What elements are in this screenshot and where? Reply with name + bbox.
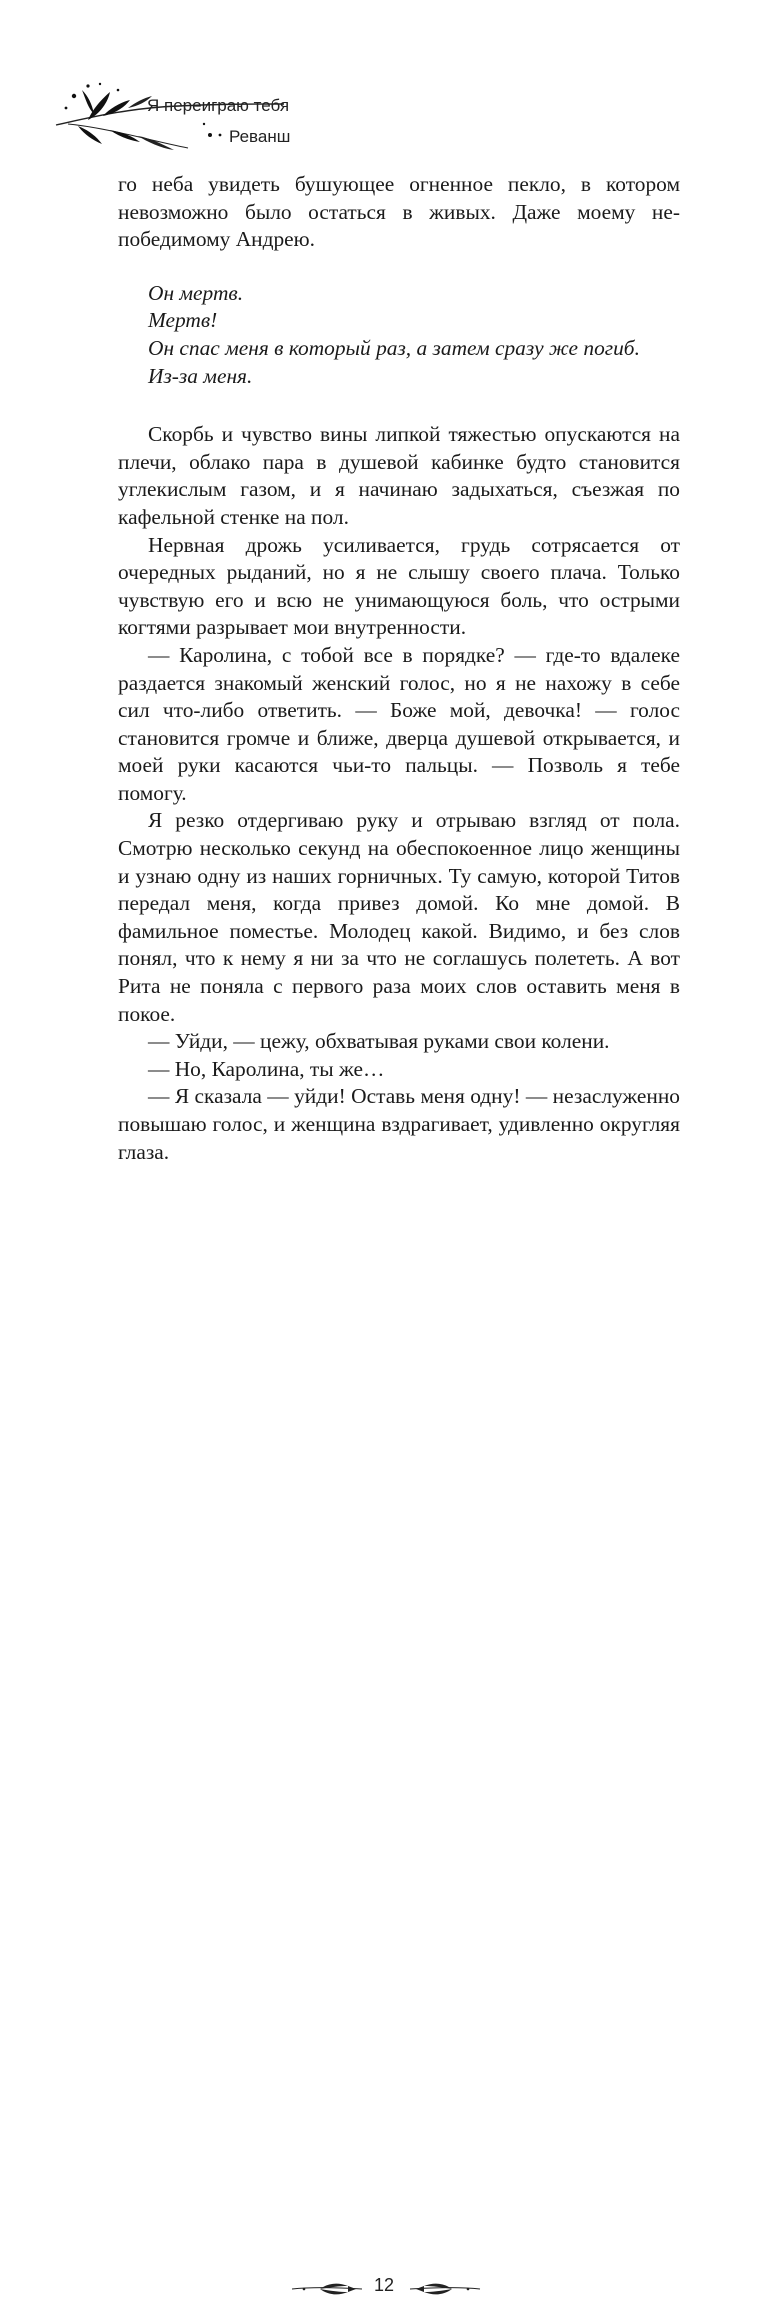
paragraph: Я резко отдергиваю руку и отрываю взгляд от пола. Смотрю несколько секунд на обеспокоенное лицо женщины и узнаю одну из наших горничных. Ту самую, которой Титов передал меня, когда привез домой. Ко мне домой. В фамильное поместье. Молодец какой. Видимо, и без слов понял, что к нему я ни за что не соглашусь полететь. А вот Рита не поняла с первого раза моих слов оставить меня в покое.: [118, 808, 680, 1026]
italic-thought-block: [148, 280, 680, 390]
book-title: Я переиграю тебя: [147, 96, 290, 115]
page-header: [0, 0, 768, 170]
italic-line: Он спас меня в который раз, а затем сразу же погиб.: [148, 335, 640, 360]
dialogue-paragraph: — Но, Каролина, ты же…: [148, 1056, 385, 1081]
paragraph: Скорбь и чувство вины липкой тяжестью опускаются на плечи, облако пара в душевой кабинке будто становится углекислым газом, и я начинаю задыхаться, съезжая по кафельной стенке на пол.: [118, 422, 680, 529]
dialogue-paragraph: — Я сказала — уйди! Оставь меня одну! — незаслуженно повышаю голос, и женщина вздрагивает, удивленно округляя глаза.: [118, 1084, 680, 1164]
flourish-right-icon: [408, 2278, 482, 2300]
page-footer: [0, 1138, 768, 2295]
dialogue-paragraph: — Уйди, — цежу, обхватывая руками свои колени.: [148, 1029, 610, 1054]
opening-paragraph: го неба увидеть бушующее огненное пекло, в котором невозможно было остаться в живых. Даже моему непобедимому Андрею.: [118, 172, 680, 252]
book-subtitle: Реванш: [229, 127, 291, 146]
paragraph: Нервная дрожь усиливается, грудь сотрясается от очередных рыданий, но я не слышу своего плача. Только чувствую его и всю не унимающуюся боль, что острыми когтями разрывает мои внутренности.: [118, 532, 680, 640]
page-number: 12: [373, 2275, 395, 2295]
italic-line: Мертв!: [148, 308, 218, 333]
flourish-left-icon: [290, 2278, 364, 2300]
leaf-branch-ornament-icon: [48, 78, 291, 168]
italic-line: Он мертв.: [148, 280, 244, 305]
dialogue-paragraph: — Каролина, с тобой все в порядке? — где-то вдалеке раздается знакомый женский голос, но я не нахожу в себе сил что-либо ответить. — Боже мой, девочка! — голос становится громче и ближе, дверца душевой открывается, и моей руки касаются чьи-то пальцы. — Позволь я тебе помогу.: [118, 642, 680, 805]
italic-line: Из-за меня.: [148, 363, 253, 388]
page-body: [118, 171, 680, 1166]
